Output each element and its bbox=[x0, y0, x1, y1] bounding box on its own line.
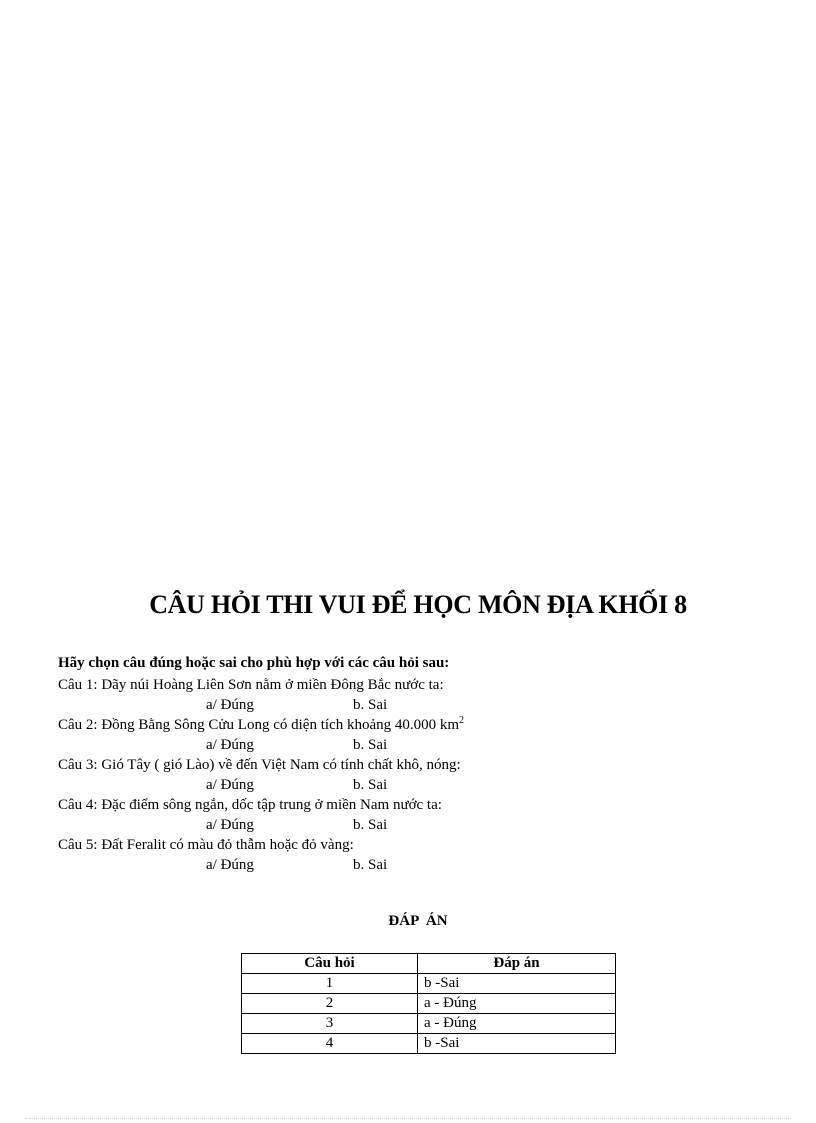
cell-answer: b -Sai bbox=[418, 1034, 616, 1054]
cell-question-number: 4 bbox=[242, 1034, 418, 1054]
column-header-answer: Đáp án bbox=[418, 954, 616, 974]
page-bottom-divider bbox=[25, 1118, 791, 1119]
question-options bbox=[58, 815, 464, 835]
superscript-2: 2 bbox=[459, 715, 465, 726]
table-header-row bbox=[242, 954, 616, 974]
page-title: CÂU HỎI THI VUI ĐỂ HỌC MÔN ĐỊA KHỐI 8 bbox=[149, 590, 687, 619]
answer-heading: ĐÁP ÁN bbox=[388, 913, 448, 929]
question-list bbox=[58, 675, 464, 875]
instruction-text: Hãy chọn câu đúng hoặc sai cho phù hợp với các câu hỏi sau: bbox=[58, 655, 450, 671]
option-false: b. Sai bbox=[353, 697, 388, 713]
option-true: a/ Đúng bbox=[206, 857, 254, 873]
cell-question-number: 3 bbox=[242, 1014, 418, 1034]
question-options bbox=[58, 695, 464, 715]
option-false: b. Sai bbox=[353, 817, 388, 833]
cell-question-number: 1 bbox=[242, 974, 418, 994]
table-row bbox=[242, 974, 616, 994]
column-header-question: Câu hỏi bbox=[242, 954, 418, 974]
cell-answer: a - Đúng bbox=[418, 994, 616, 1014]
option-true: a/ Đúng bbox=[206, 737, 254, 753]
option-false: b. Sai bbox=[353, 737, 388, 753]
cell-answer: a - Đúng bbox=[418, 1014, 616, 1034]
question-item bbox=[58, 835, 464, 875]
cell-answer: b -Sai bbox=[418, 974, 616, 994]
option-false: b. Sai bbox=[353, 777, 388, 793]
question-text: Câu 2: Đồng Bằng Sông Cửu Long có diện tích khoảng 40.000 $km^2$ bbox=[58, 715, 465, 733]
option-true: a/ Đúng bbox=[206, 777, 254, 793]
question-options bbox=[58, 775, 464, 795]
question-options bbox=[58, 855, 464, 875]
question-item bbox=[58, 715, 464, 755]
question-text: Câu 4: Đặc điểm sông ngắn, dốc tập trung ở miền Nam nước ta: bbox=[58, 797, 442, 813]
question-text: Câu 3: Gió Tây ( gió Lào) về đến Việt Nam có tính chất khô, nóng: bbox=[58, 757, 461, 773]
question-item bbox=[58, 795, 464, 835]
question-text: Câu 5: Đất Feralit có màu đỏ thẫm hoặc đỏ vàng: bbox=[58, 837, 354, 853]
table-row bbox=[242, 1034, 616, 1054]
cell-question-number: 2 bbox=[242, 994, 418, 1014]
question-item bbox=[58, 755, 464, 795]
answer-table bbox=[241, 953, 616, 1054]
table-row bbox=[242, 1014, 616, 1034]
option-true: a/ Đúng bbox=[206, 817, 254, 833]
question-text: Câu 1: Dãy núi Hoàng Liên Sơn nằm ở miền Đông Bắc nước ta: bbox=[58, 677, 444, 693]
question-item bbox=[58, 675, 464, 715]
table-row bbox=[242, 994, 616, 1014]
question-options bbox=[58, 735, 464, 755]
option-false: b. Sai bbox=[353, 857, 388, 873]
option-true: a/ Đúng bbox=[206, 697, 254, 713]
